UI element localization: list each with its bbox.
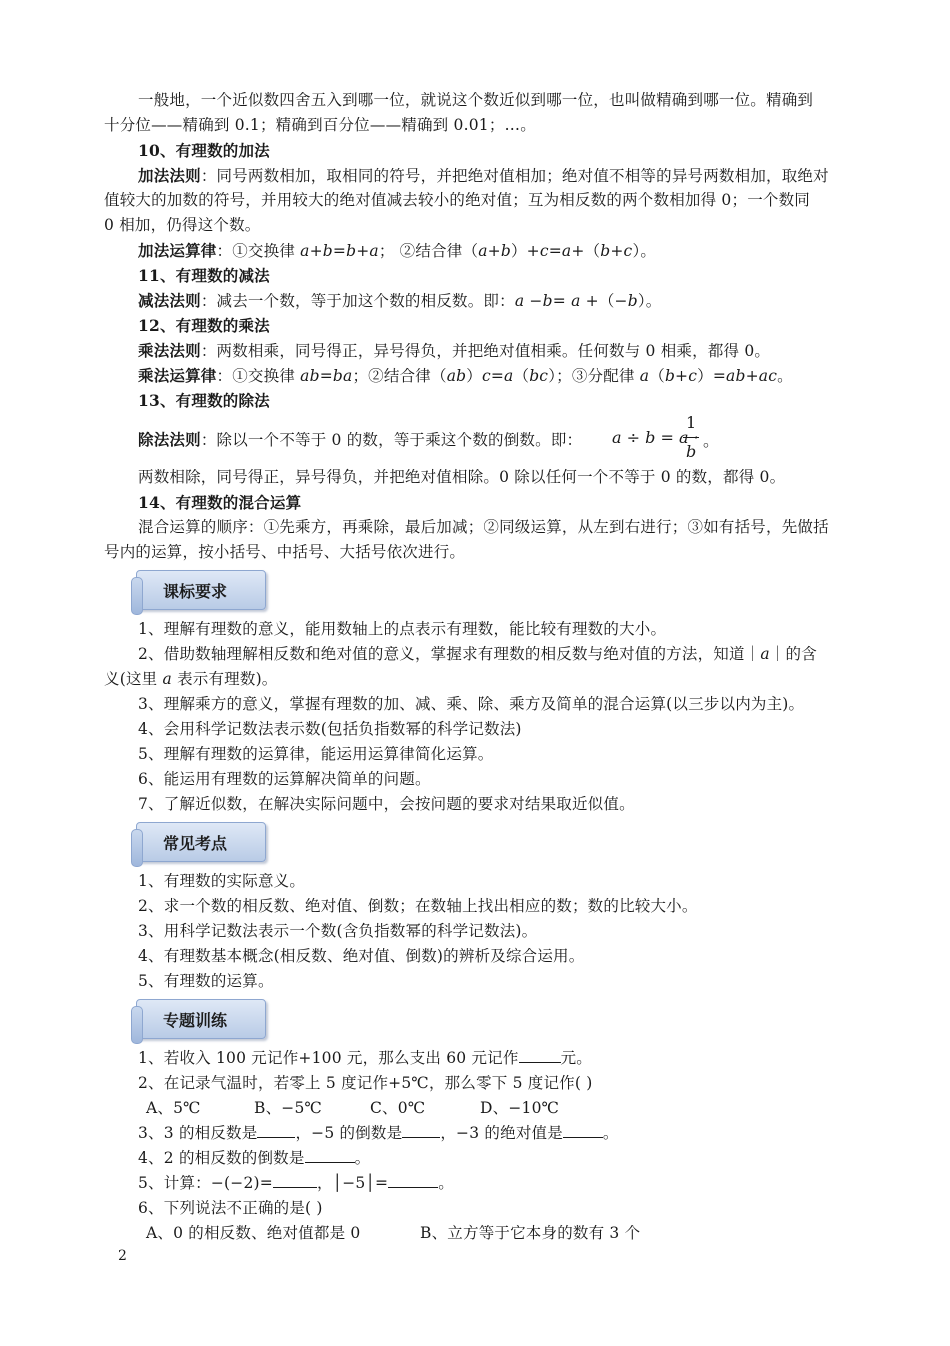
section-tag-label: 专题训练 <box>163 1011 228 1030</box>
exercise-text: ，−5 的倒数是 <box>295 1124 403 1142</box>
option: B、立方等于它本身的数有 3 个 <box>420 1224 641 1242</box>
exercise-item: 6、下列说法不正确的是( ) <box>138 1199 323 1217</box>
exercise-item <box>138 1121 850 1146</box>
answer-blank[interactable] <box>519 1046 561 1063</box>
law-text: （ <box>649 367 665 385</box>
law-text: ）。 <box>632 242 657 260</box>
list-item-text: a <box>162 670 172 688</box>
division-rule-line: 两数相除，同号得正，异号得负，并把绝对值相除。0 除以任何一个不等于 0 的数，都得 0。 <box>138 468 786 486</box>
fraction-denominator: b <box>686 442 697 461</box>
law-text: a <box>639 367 650 385</box>
section-heading: 14、有理数的混合运算 <box>138 493 302 512</box>
option: A、5℃ <box>146 1099 201 1117</box>
law-text: （ <box>513 367 530 385</box>
list-item: 6、能运用有理数的运算解决简单的问题。 <box>138 770 431 788</box>
law-text: c=a <box>481 367 514 385</box>
formula-end: 。 <box>703 431 720 450</box>
paragraph-line: 号内的运算，按小括号、中括号、大括号依次进行。 <box>104 543 466 561</box>
section-heading: 13、有理数的除法 <box>138 391 270 410</box>
rule-label: 减法法则 <box>138 291 201 310</box>
law-text: c=a+ <box>539 242 585 260</box>
rule-text: ：同号两数相加，取相同的符号，并把绝对值相加；绝对值不相等的异号两数相加，取绝对 <box>200 167 829 185</box>
law-text: a+b <box>478 242 511 260</box>
exercise-item: 2、在记录气温时，若零上 5 度记作+5℃，那么零下 5 度记作( ) <box>138 1074 593 1092</box>
law-text: ； ②结合律（ <box>378 242 479 260</box>
section-tag-label: 常见考点 <box>163 834 228 853</box>
section-tag <box>136 999 266 1039</box>
law-text: b+c <box>600 242 633 260</box>
option: B、−5℃ <box>254 1099 323 1117</box>
exercise-text: 元。 <box>560 1049 592 1067</box>
list-item: 1、有理数的实际意义。 <box>138 872 306 890</box>
multiplication-rule-line <box>138 338 850 364</box>
option: C、0℃ <box>370 1099 426 1117</box>
exercise-text: 4、2 的相反数的倒数是 <box>138 1149 305 1167</box>
section-tag <box>136 822 266 862</box>
list-item: 3、用科学记数法表示一个数(含负指数幂的科学记数法)。 <box>138 922 538 940</box>
option: D、−10℃ <box>480 1099 560 1117</box>
exercise-text: 3、3 的相反数是 <box>138 1124 258 1142</box>
addition-rule-line <box>138 163 850 189</box>
list-item-text: 2、借助数轴理解相反数和绝对值的意义，掌握求有理数的相反数与绝对值的方法，知道｜ <box>138 645 761 663</box>
list-item: 5、有理数的运算。 <box>138 972 274 990</box>
list-item: 1、理解有理数的意义，能用数轴上的点表示有理数，能比较有理数的大小。 <box>138 620 667 638</box>
list-item-text: 义(这里 <box>104 670 163 688</box>
law-text: a+b=b+a <box>300 242 379 260</box>
exercise-text: 。 <box>602 1124 619 1142</box>
rule-text: ：减去一个数，等于加这个数的相反数。即： <box>200 292 515 310</box>
list-item-text: a <box>760 645 770 663</box>
exercise-text: 1、若收入 100 元记作+100 元，那么支出 60 元记作 <box>138 1049 519 1067</box>
list-item-text: ｜的含 <box>769 645 817 663</box>
rule-text: b <box>542 292 553 310</box>
list-item: 4、会用科学记数法表示数(包括负指数幂的科学记数法) <box>138 720 522 738</box>
rule-label: 除法法则 <box>138 430 201 449</box>
law-text: ab <box>446 367 467 385</box>
law-text: ）+ <box>510 242 540 260</box>
law-text: 。 <box>777 367 793 385</box>
law-text: ：①交换律 <box>216 367 301 385</box>
exercise-text: 5、计算：−(−2)= <box>138 1174 273 1192</box>
list-item <box>138 642 850 667</box>
paragraph-line: 十分位——精确到 0.1；精确到百分位——精确到 0.01；…。 <box>104 116 536 134</box>
law-text: b+c <box>664 367 698 385</box>
rule-label: 乘法法则 <box>138 341 201 360</box>
rule-text: a <box>571 292 581 310</box>
law-text: ） <box>466 367 482 385</box>
section-tag <box>136 570 266 610</box>
addition-rule-line: 值较大的加数的符号，并用较大的绝对值减去较小的绝对值；互为相反数的两个数相加得 0；一个数同 <box>104 191 810 209</box>
law-text: ；②结合律（ <box>352 367 447 385</box>
rule-label: 加法法则 <box>138 166 201 185</box>
exercise-text: ，−3 的绝对值是 <box>440 1124 563 1142</box>
law-text: ：①交换律 <box>216 242 301 260</box>
list-item-text: 表示有理数)。 <box>171 670 278 688</box>
section-tag-label: 课标要求 <box>163 582 228 601</box>
list-item: 5、理解有理数的运算律，能运用运算律简化运算。 <box>138 745 494 763</box>
rule-text: = <box>552 292 572 310</box>
law-text: （ <box>584 242 601 260</box>
section-heading: 12、有理数的乘法 <box>138 316 270 335</box>
section-heading: 10、有理数的加法 <box>138 141 270 160</box>
addition-rule-line: 0 相加，仍得这个数。 <box>104 216 261 234</box>
answer-blank[interactable] <box>257 1121 295 1138</box>
option: A、0 的相反数、绝对值都是 0 <box>146 1224 361 1242</box>
law-text: =ab+ac <box>712 367 778 385</box>
rule-text: − <box>524 292 543 310</box>
list-item: 3、理解乘方的意义，掌握有理数的加、减、乘、除、乘方及简单的混合运算(以三步以内为主)。 <box>138 695 805 713</box>
rule-label: 乘法运算律 <box>138 366 217 385</box>
exercise-text: ，│−5│= <box>316 1174 389 1192</box>
answer-blank[interactable] <box>388 1171 438 1188</box>
list-item: 7、了解近似数，在解决实际问题中，会按问题的要求对结果取近似值。 <box>138 795 635 813</box>
list-item: 4、有理数基本概念(相反数、绝对值、倒数)的辨析及综合运用。 <box>138 947 585 965</box>
answer-blank[interactable] <box>273 1171 317 1188</box>
fraction-numerator: 1 <box>686 413 697 432</box>
exercise-item <box>138 1146 850 1171</box>
fraction-bar <box>683 437 699 438</box>
section-heading: 11、有理数的减法 <box>138 266 270 285</box>
paragraph-line: 一般地，一个近似数四舍五入到哪一位，就说这个数近似到哪一位，也叫做精确到哪一位。精确到 <box>138 91 814 109</box>
law-text: ） <box>697 367 713 385</box>
page-number: 2 <box>118 1248 127 1264</box>
exercise-item <box>138 1171 850 1196</box>
law-text: ）；③分配律 <box>548 367 640 385</box>
rule-label: 加法运算律 <box>138 241 217 260</box>
answer-blank[interactable] <box>305 1146 355 1163</box>
rule-text: ：除以一个不等于 0 的数，等于乘这个数的倒数。即： <box>200 431 583 449</box>
exercise-text: 。 <box>354 1149 371 1167</box>
law-text: ab=ba <box>300 367 353 385</box>
answer-blank[interactable] <box>402 1121 440 1138</box>
list-item <box>104 667 850 692</box>
law-text: bc <box>529 367 549 385</box>
list-item: 2、求一个数的相反数、绝对值、倒数；在数轴上找出相应的数；数的比较大小。 <box>138 897 698 915</box>
division-rule-line <box>138 427 850 453</box>
paragraph-line: 混合运算的顺序：①先乘方，再乘除，最后加减；②同级运算，从左到右进行；③如有括号，先做括 <box>138 518 829 536</box>
rule-text: b <box>627 292 638 310</box>
exercise-item <box>138 1046 850 1071</box>
answer-blank[interactable] <box>563 1121 603 1138</box>
rule-text: a <box>514 292 525 310</box>
rule-text: ）。 <box>637 292 662 310</box>
division-formula: a ÷ b = a · <box>612 428 699 447</box>
addition-law-line <box>138 238 850 264</box>
rule-text: +（− <box>580 292 628 310</box>
multiplication-law-line <box>138 363 850 389</box>
subtraction-rule-line <box>138 288 850 314</box>
exercise-text: 。 <box>438 1174 454 1192</box>
rule-text: ：两数相乘，同号得正，异号得负，并把绝对值相乘。任何数与 0 相乘，都得 0。 <box>200 342 771 360</box>
